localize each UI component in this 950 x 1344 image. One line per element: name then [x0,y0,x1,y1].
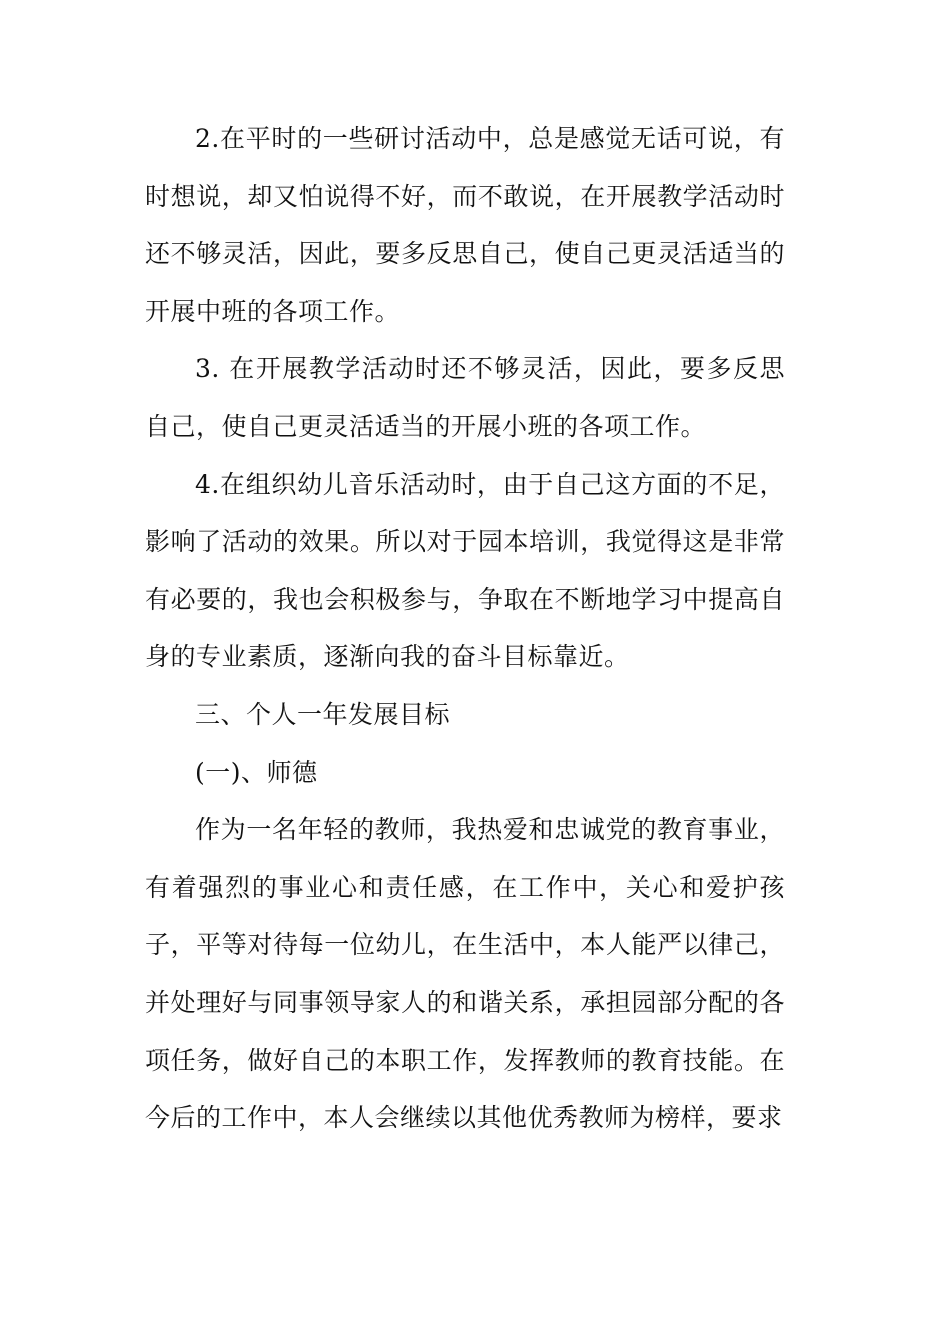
paragraph-item-4: 4.在组织幼儿音乐活动时，由于自己这方面的不足，影响了活动的效果。所以对于园本培训，我觉得这是非常有必要的，我也会积极参与，争取在不断地学习中提高自身的专业素质，逐渐向我的奋斗目标靠近。 [145,469,785,672]
document-body [145,110,785,1147]
subsection-heading-ethics: (一)、师德 [195,757,318,787]
section-heading-goals: 三、个人一年发展目标 [195,699,451,729]
paragraph-ethics-body: 作为一名年轻的教师，我热爱和忠诚党的教育事业，有着强烈的事业心和责任感，在工作中，关心和爱护孩子，平等对待每一位幼儿，在生活中，本人能严以律己，并处理好与同事领导家人的和谐关系，承担园部分配的各项任务，做好自己的本职工作，发挥教师的教育技能。在今后的工作中，本人会继续以其他优秀教师为榜样，要求 [145,815,785,1133]
paragraph-item-3: 3. 在开展教学活动时还不够灵活，因此，要多反思自己，使自己更灵活适当的开展小班的各项工作。 [145,354,785,441]
paragraph-item-2: 2.在平时的一些研讨活动中，总是感觉无话可说，有时想说，却又怕说得不好，而不敢说，在开展教学活动时还不够灵活，因此，要多反思自己，使自己更灵活适当的开展中班的各项工作。 [145,124,785,326]
